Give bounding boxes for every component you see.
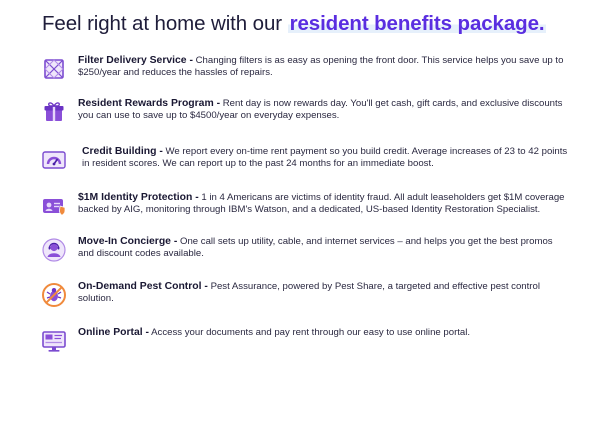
benefit-description: Pest Assurance, powered by Pest Share, a targeted and effective pest control solution. bbox=[78, 281, 540, 304]
benefit-description: We report every on-time rent payment so you build credit. Average increases of 23 to 42 points in resident scores. We can report up to the past 24 months for an immediate boost. bbox=[82, 146, 568, 169]
benefit-text bbox=[82, 146, 574, 170]
air-filter-icon bbox=[40, 55, 68, 83]
benefit-description: Access your documents and pay rent through our easy to use online portal. bbox=[151, 327, 471, 338]
benefit-description: Changing filters is as easy as opening the front door. This service helps you save up to $250/year and reduces the hassles of repairs. bbox=[78, 55, 564, 78]
online-portal-icon bbox=[40, 327, 68, 355]
benefit-description: 1 in 4 Americans are victims of identity fraud. All adult leaseholders get $1M coverage backed by AIG, monitoring through IBM's Watson, and a dedicated, US-based Identity Restoration Specialist. bbox=[78, 192, 565, 215]
benefit-text bbox=[78, 281, 570, 305]
benefit-name: $1M Identity Protection - bbox=[78, 192, 199, 203]
page-title bbox=[42, 12, 546, 36]
benefit-description: Rent day is now rewards day. You'll get cash, gift cards, and exclusive discounts you can use to save up to $4500/year on everyday expenses. bbox=[78, 98, 563, 121]
identity-card-icon bbox=[40, 192, 68, 220]
concierge-icon bbox=[40, 236, 68, 264]
benefit-text bbox=[78, 236, 570, 260]
headline-prefix: Feel right at home with our bbox=[42, 12, 288, 35]
benefit-name: Online Portal - bbox=[78, 327, 150, 338]
gift-icon bbox=[40, 98, 68, 126]
pest-control-icon bbox=[40, 281, 68, 309]
benefit-name: Filter Delivery Service - bbox=[78, 55, 193, 66]
benefit-text bbox=[78, 98, 570, 122]
benefit-text bbox=[78, 55, 570, 79]
benefit-text bbox=[78, 192, 570, 216]
benefit-name: Resident Rewards Program - bbox=[78, 98, 221, 109]
headline-highlight: resident benefits package. bbox=[289, 12, 545, 35]
benefit-text bbox=[78, 327, 570, 339]
benefit-description: One call sets up utility, cable, and internet services – and helps you get the best promos and discount codes available. bbox=[78, 236, 553, 259]
benefit-name: Credit Building - bbox=[82, 146, 163, 157]
credit-gauge-icon bbox=[40, 146, 68, 174]
benefit-name: On-Demand Pest Control - bbox=[78, 281, 208, 292]
benefit-name: Move-In Concierge - bbox=[78, 236, 178, 247]
